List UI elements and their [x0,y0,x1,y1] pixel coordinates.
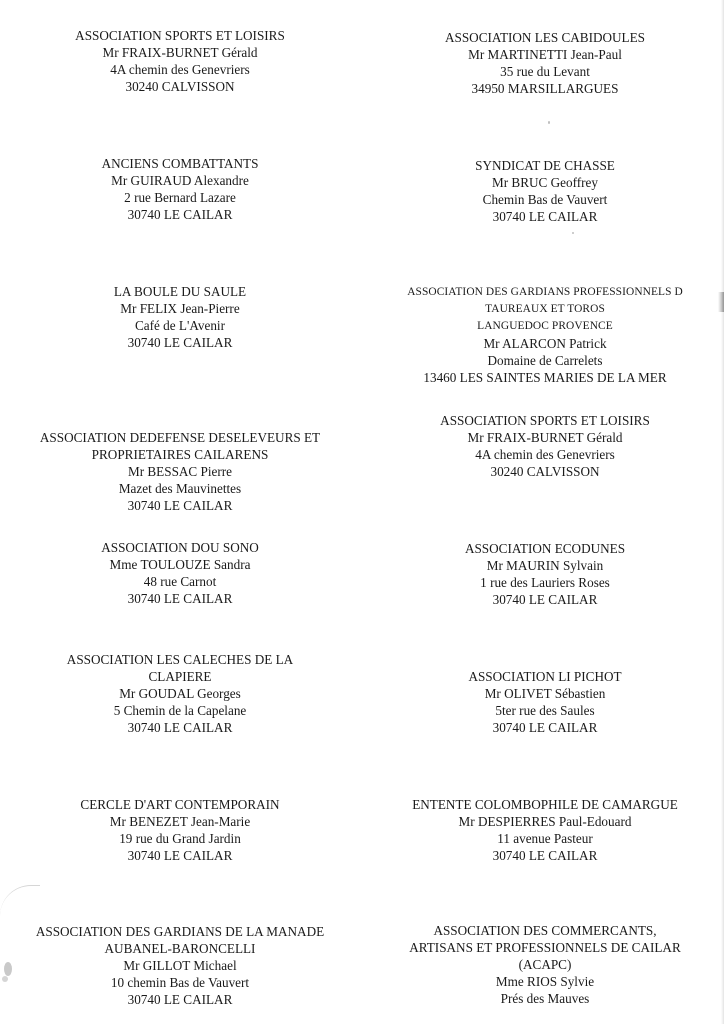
contact-name: Mr DESPIERRES Paul-Edouard [458,814,632,829]
association-entry [375,922,715,1007]
association-entry [375,796,715,864]
contact-name: Mr ALARCON Patrick [483,336,607,351]
association-entry [20,429,340,514]
contact-name: Mme RIOS Sylvie [495,974,595,989]
organization-name: ASSOCIATION SPORTS ET LOISIRS [75,28,285,43]
association-entry [375,668,715,736]
organization-name: ASSOCIATION DES COMMERCANTS, [433,923,657,938]
scan-smudge [4,962,12,976]
organization-name-cont: AUBANEL-BARONCELLI [104,941,256,956]
organization-name: CERCLE D'ART CONTEMPORAIN [80,797,280,812]
association-entry [375,284,715,386]
organization-name: SYNDICAT DE CHASSE [475,158,615,173]
organization-name: ASSOCIATION DES GARDIANS DE LA MANADE [35,924,325,939]
association-entry [20,539,340,607]
contact-name: Mr OLIVET Sébastien [484,686,606,701]
organization-name: ANCIENS COMBATTANTS [101,156,259,171]
association-entry [20,651,340,736]
contact-name: Mr BENEZET Jean-Marie [109,814,251,829]
association-entry [20,923,340,1008]
scan-fold-line [0,885,40,916]
scan-speck [548,121,550,124]
organization-name: ASSOCIATION SPORTS ET LOISIRS [440,413,650,428]
organization-name: ASSOCIATION ECODUNES [464,541,626,556]
organization-name-cont: CLAPIERE [148,669,212,684]
organization-name-cont: TAUREAUX ET TOROS [485,303,605,315]
organization-name: ASSOCIATION LES CABIDOULES [444,30,646,45]
contact-name: Mr MARTINETTI Jean-Paul [468,47,622,62]
address-city: 30740 LE CAILAR [127,335,233,350]
contact-name: Mr FELIX Jean-Pierre [120,301,240,316]
contact-name: Mr BESSAC Pierre [127,464,233,479]
organization-name: ASSOCIATION DES GARDIANS PROFESSIONNELS D [407,286,683,298]
address-street: 4A chemin des Genevriers [110,62,250,77]
address-street: 35 rue du Levant [500,64,590,79]
organization-name: ENTENTE COLOMBOPHILE DE CAMARGUE [412,797,678,812]
address-city: 30240 CALVISSON [125,79,235,94]
organization-name: ASSOCIATION LES CALECHES DE LA [66,652,294,667]
address-street: Chemin Bas de Vauvert [482,192,608,207]
organization-name: LA BOULE DU SAULE [113,284,247,299]
address-city: 30740 LE CAILAR [127,498,233,513]
association-entry [20,283,340,351]
organization-name: ASSOCIATION LI PICHOT [468,669,622,684]
address-city: 30240 CALVISSON [490,464,600,479]
address-city: 30740 LE CAILAR [127,720,233,735]
address-city: 30740 LE CAILAR [127,992,233,1007]
address-street: 19 rue du Grand Jardin [119,831,241,846]
address-city: 30740 LE CAILAR [127,591,233,606]
address-street: 11 avenue Pasteur [497,831,593,846]
organization-acronym: (ACAPC) [518,957,572,972]
address-city: 30740 LE CAILAR [492,592,598,607]
address-street: 1 rue des Lauriers Roses [480,575,610,590]
address-street: 4A chemin des Genevriers [475,447,615,462]
organization-name: ASSOCIATION DOU SONO [101,540,259,555]
association-entry [375,29,715,97]
association-entry [20,27,340,95]
address-city: 30740 LE CAILAR [127,848,233,863]
address-street: Mazet des Mauvinettes [118,481,242,496]
address-street: Prés des Mauves [500,991,590,1006]
edge-mark [718,292,724,312]
contact-name: Mr GUIRAUD Alexandre [111,173,249,188]
contact-name: Mr FRAIX-BURNET Gérald [102,45,258,60]
association-entry [375,412,715,480]
address-street: 2 rue Bernard Lazare [124,190,236,205]
address-city: 30740 LE CAILAR [492,848,598,863]
organization-name-cont: LANGUEDOC PROVENCE [477,320,613,332]
address-city: 13460 LES SAINTES MARIES DE LA MER [423,370,667,385]
address-street: 10 chemin Bas de Vauvert [110,975,250,990]
address-city: 30740 LE CAILAR [492,209,598,224]
contact-name: Mr FRAIX-BURNET Gérald [467,430,623,445]
association-entry [375,157,715,225]
association-entry [20,796,340,864]
organization-name: ASSOCIATION DEDEFENSE DESELEVEURS ET [39,430,321,445]
contact-name: Mr GILLOT Michael [123,958,237,973]
association-entry [375,540,715,608]
organization-name-cont: ARTISANS ET PROFESSIONNELS DE CAILAR [409,940,681,955]
scan-speck [572,232,574,234]
address-city: 34950 MARSILLARGUES [471,81,619,96]
scan-smudge [2,976,8,982]
address-street: 5ter rue des Saules [495,703,595,718]
address-city: 30740 LE CAILAR [492,720,598,735]
contact-name: Mr GOUDAL Georges [119,686,241,701]
contact-name: Mr BRUC Geoffrey [492,175,598,190]
contact-name: Mme TOULOUZE Sandra [109,557,251,572]
address-street: Café de L'Avenir [134,318,225,333]
contact-name: Mr MAURIN Sylvain [486,558,604,573]
organization-name-cont: PROPRIETAIRES CAILARENS [91,447,269,462]
address-street: 48 rue Carnot [143,574,217,589]
address-street: 5 Chemin de la Capelane [113,703,247,718]
address-city: 30740 LE CAILAR [127,207,233,222]
address-street: Domaine de Carrelets [487,353,603,368]
association-entry [20,155,340,223]
